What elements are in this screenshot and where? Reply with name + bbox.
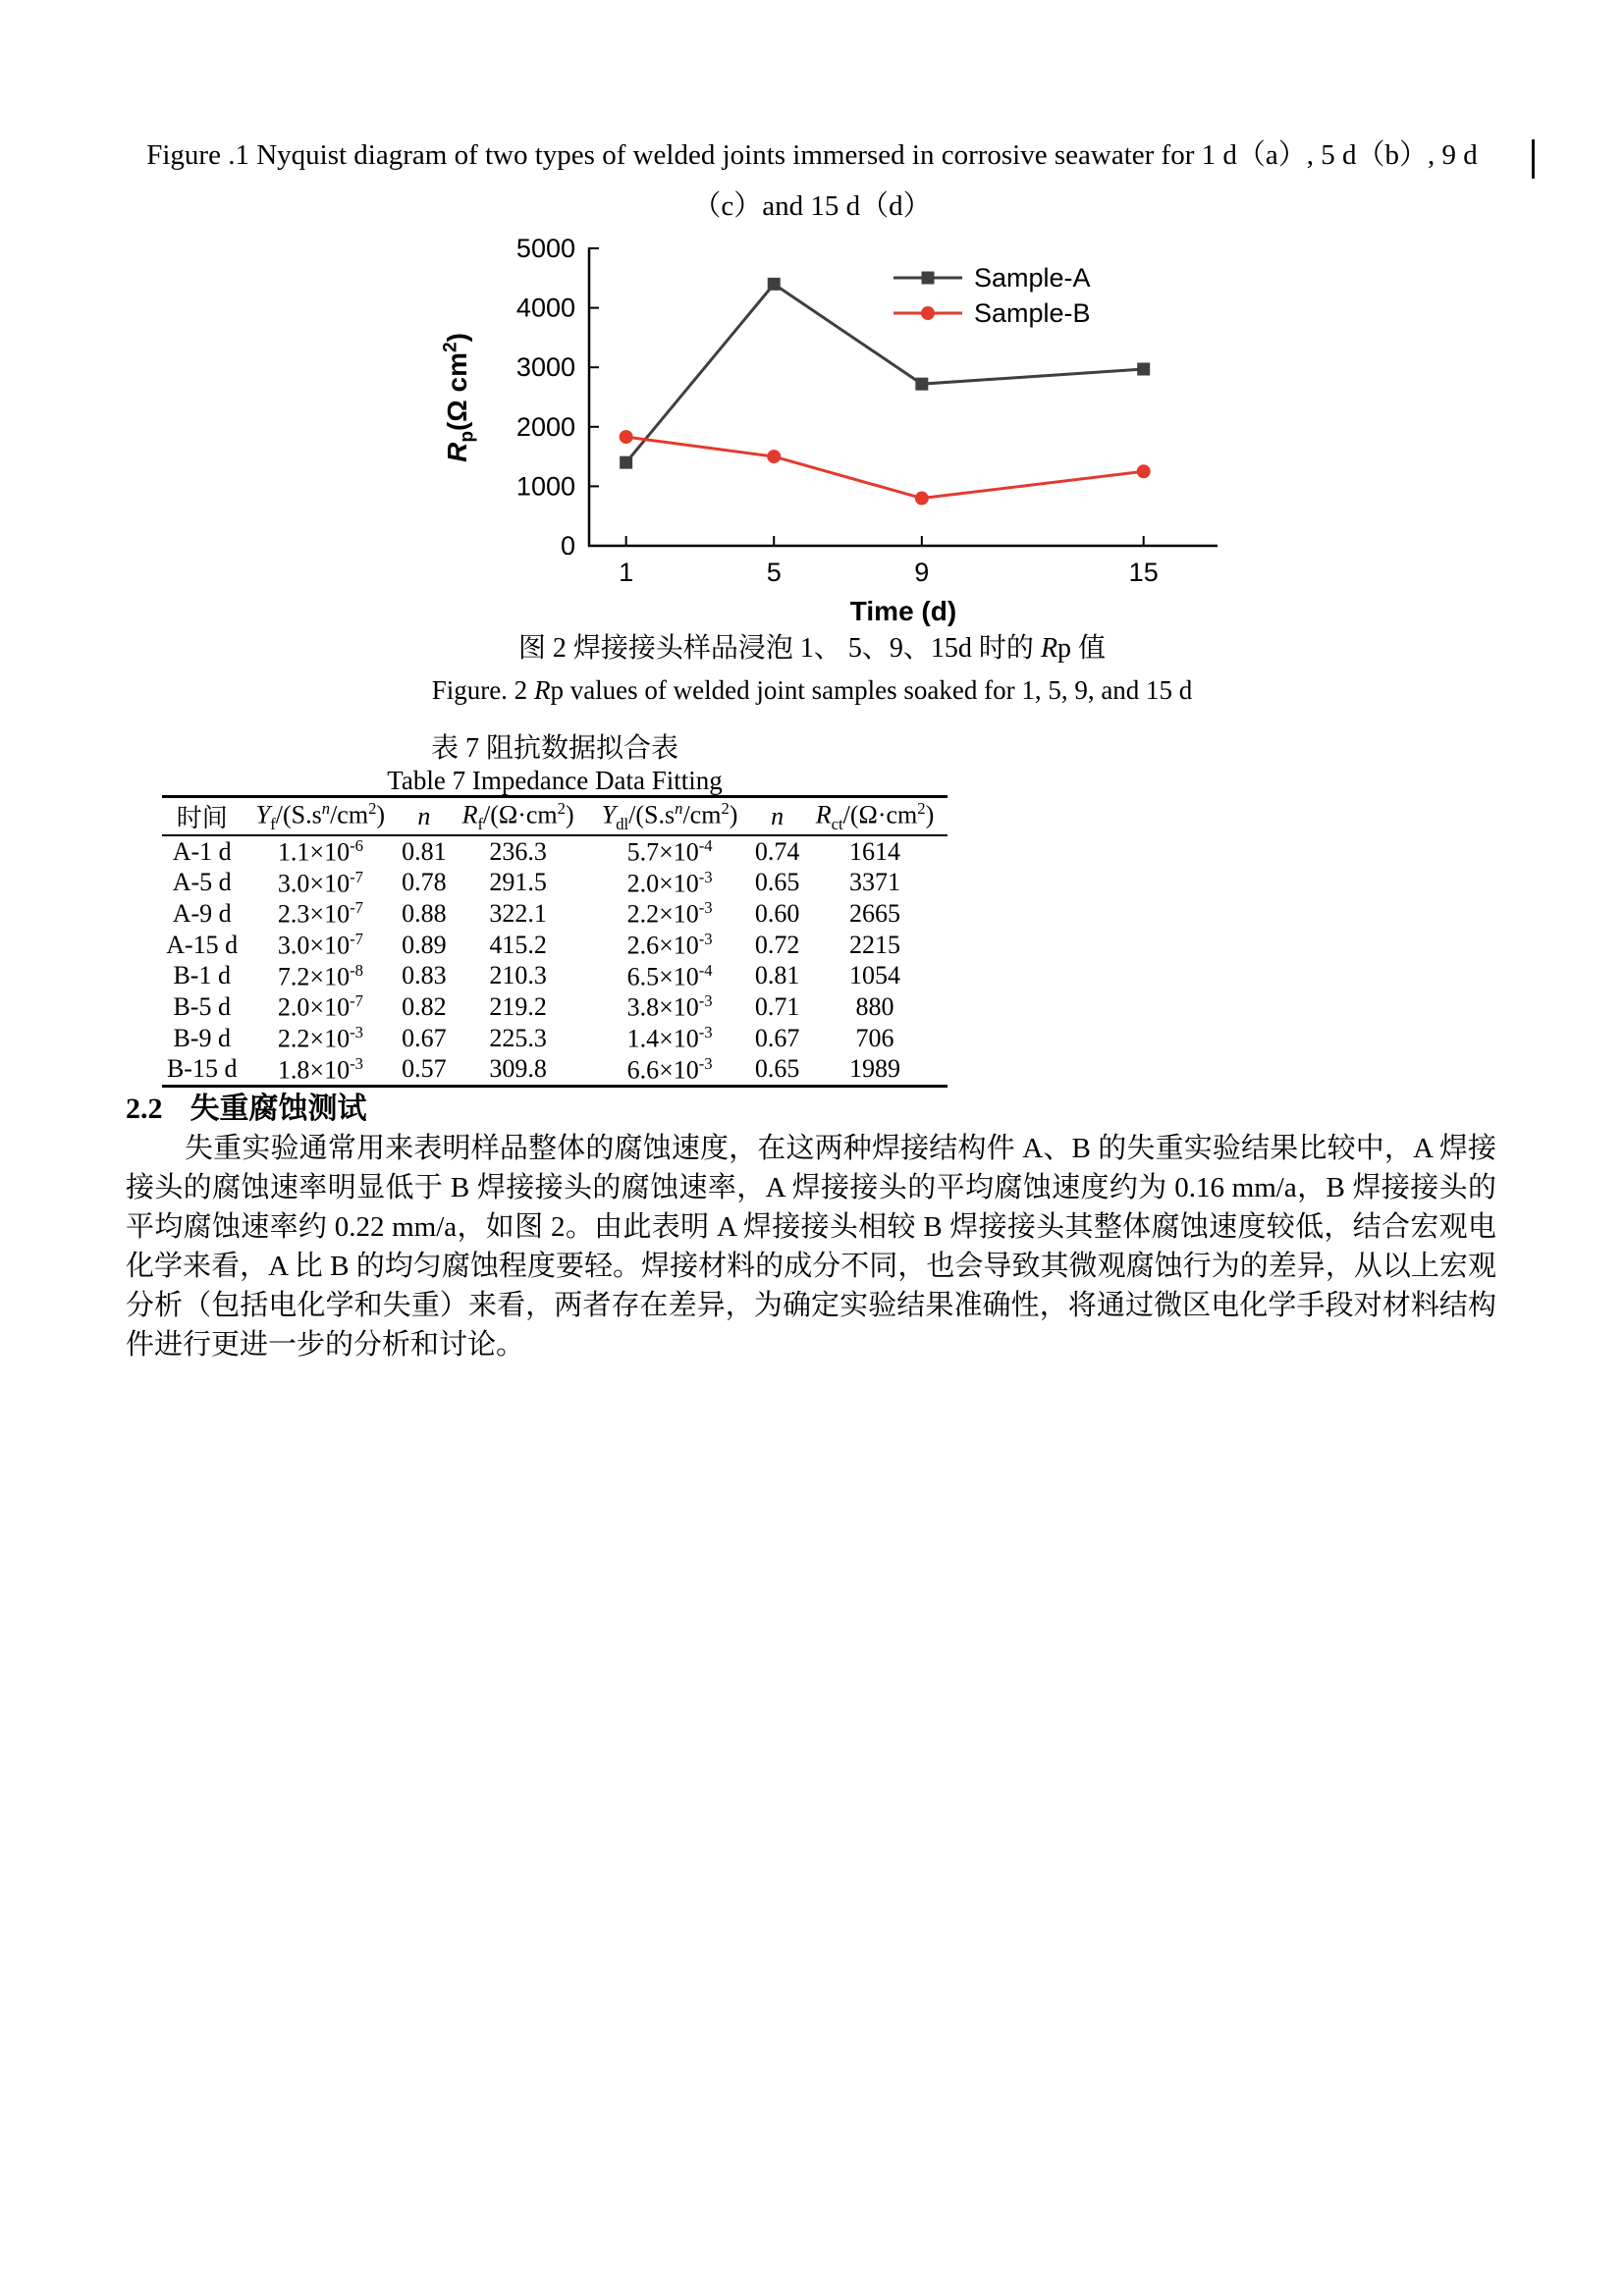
chart-y-axis-label: $R_p(\Omega$ $cm^2$) <box>440 332 478 462</box>
table-row <box>162 991 947 1023</box>
data-point <box>620 456 632 469</box>
table-cell: $3.8\times 10^{-3}$ <box>626 991 713 1022</box>
data-point <box>915 378 928 391</box>
table-cell: 0.67 <box>754 1023 800 1052</box>
table-cell: 0.71 <box>754 992 800 1022</box>
table-cell: 2215 <box>849 930 900 959</box>
legend-label: Sample-A <box>974 262 1091 293</box>
table-cell: B-1 d <box>173 961 231 990</box>
figure2-caption-en: Figure. 2 Rp values of welded joint samples soaked for 1, 5, 9, and 15 d <box>431 675 1193 705</box>
table-cell: $5.7\times 10^{-4}$ <box>626 836 713 867</box>
column-header: $Y_f/(S.s^n/cm^2)$ <box>242 797 399 836</box>
y-tick-label: 3000 <box>515 352 575 383</box>
table-cell: 225.3 <box>489 1023 547 1052</box>
table-cell: 291.5 <box>489 868 547 897</box>
table-row <box>162 898 947 930</box>
table-cell: 880 <box>855 992 894 1022</box>
table-cell: 0.67 <box>402 1023 447 1052</box>
table-cell: 0.89 <box>402 930 447 959</box>
table-cell: 0.72 <box>754 930 800 959</box>
table-cell: B-15 d <box>166 1054 238 1084</box>
y-tick-label: 1000 <box>515 471 575 502</box>
margin-change-bar <box>1532 139 1535 179</box>
table-cell: 309.8 <box>489 1054 547 1084</box>
data-point <box>1137 464 1151 478</box>
section-heading <box>126 1084 367 1127</box>
table-cell: B-9 d <box>173 1023 231 1052</box>
table-cell: $2.0\times 10^{-7}$ <box>277 991 363 1022</box>
table-row <box>162 1023 947 1054</box>
table-cell: 3371 <box>849 868 900 897</box>
table-cell: $1.4\times 10^{-3}$ <box>626 1022 713 1053</box>
impedance-table <box>162 795 947 1088</box>
table-cell: 0.65 <box>754 1054 800 1084</box>
data-point <box>1137 363 1150 376</box>
table-cell: $2.3\times 10^{-7}$ <box>277 898 363 929</box>
column-header: $R_{ct}/(\Omega\cdot cm^2)$ <box>802 797 947 836</box>
table-cell: 0.65 <box>754 868 800 897</box>
table-cell: $3.0\times 10^{-7}$ <box>277 867 363 898</box>
figure1-caption-line1: Figure .1 Nyquist diagram of two types of welded joints immersed in corrosive seawater for 1 d（a）, 5 d（b）, 9 d <box>146 139 1478 171</box>
table-row <box>162 961 947 992</box>
table-cell: 0.57 <box>402 1054 447 1084</box>
table-cell: 0.83 <box>402 961 447 990</box>
section-title: 失重腐蚀测试 <box>189 1093 367 1125</box>
legend-marker-circle-icon <box>893 302 962 324</box>
x-tick-label: 1 <box>619 558 634 587</box>
table-cell: $2.6\times 10^{-3}$ <box>626 929 713 960</box>
column-header: n <box>752 797 802 836</box>
section-paragraph: 失重实验通常用来表明样品整体的腐蚀速度，在这两种焊接结构件 A、B 的失重实验结果比较中，A 焊接接头的腐蚀速率明显低于 B 焊接接头的腐蚀速率，A 焊接接头的平均腐蚀速度约为 0.16 mm/a，B 焊接接头的平均腐蚀速率约 0.22 mm/a，如图 2。由此表明 A 焊接接头相较 B 焊接接头其整体腐蚀速度较低，结合宏观电化学来看，A 比 B 的均匀腐蚀程度要轻。焊接材料的成分不同，也会导致其微观腐蚀行为的差异，从以上宏观分析（包括电化学和失重）来看，两者存在差异，为确定实验结果准确性，将通过微区电化学手段对材料结构件进行更进一步的分析和讨论。 <box>126 1133 1496 1361</box>
data-point <box>768 278 781 291</box>
impedance-table-header-row <box>162 797 947 836</box>
column-header: n <box>399 797 449 836</box>
table-cell: B-5 d <box>173 992 231 1022</box>
figure1-caption <box>108 130 1516 232</box>
rp-chart <box>432 231 1237 663</box>
table-row <box>162 835 947 868</box>
chart-y-axis-label-box <box>438 248 481 546</box>
table-cell: 210.3 <box>489 961 547 990</box>
table-cell: 0.60 <box>754 899 800 929</box>
table-cell: 236.3 <box>489 836 547 866</box>
legend-marker-square-icon <box>893 267 962 289</box>
table-cell: 0.81 <box>402 836 447 866</box>
table-cell: $6.5\times 10^{-4}$ <box>626 960 713 991</box>
legend-item-sample-b <box>893 295 1091 331</box>
rp-chart-svg <box>432 231 1237 653</box>
data-point <box>620 430 633 444</box>
table-cell: 0.88 <box>402 899 447 929</box>
chart-legend <box>893 260 1091 331</box>
table-cell: $2.2\times 10^{-3}$ <box>277 1022 363 1053</box>
table-row <box>162 1054 947 1087</box>
table-cell: $7.2\times 10^{-8}$ <box>277 960 363 991</box>
table-cell: $3.0\times 10^{-7}$ <box>277 929 363 960</box>
x-tick-label: 15 <box>1128 558 1159 587</box>
x-tick-label: 9 <box>914 558 930 587</box>
figure1-caption-line2: （c）and 15 d（d） <box>692 190 932 222</box>
table-cell: 322.1 <box>489 899 547 929</box>
table-cell: $1.1\times 10^{-6}$ <box>277 836 363 867</box>
table-cell: 219.2 <box>489 992 547 1022</box>
table-cell: 0.78 <box>402 868 447 897</box>
chart-x-axis-label: Time (d) <box>849 596 957 626</box>
table-cell: $1.8\times 10^{-3}$ <box>277 1053 363 1085</box>
y-tick-label: 2000 <box>515 411 575 442</box>
table-cell: 0.82 <box>402 992 447 1022</box>
y-tick-label: 5000 <box>515 234 575 263</box>
table-cell: 1989 <box>849 1054 900 1084</box>
table-cell: 0.74 <box>754 836 800 866</box>
data-point <box>767 450 781 463</box>
legend-label: Sample-B <box>974 297 1091 328</box>
table-cell: A-9 d <box>172 899 232 929</box>
table-cell: A-1 d <box>172 836 232 866</box>
table-cell: 415.2 <box>489 930 547 959</box>
table-cell: 1614 <box>849 836 900 866</box>
column-header: $R_f/(\Omega\cdot cm^2)$ <box>449 797 587 836</box>
column-header: 时间 <box>162 797 242 836</box>
table-cell: 706 <box>855 1023 894 1052</box>
table-cell: 1054 <box>849 961 900 990</box>
table-cell: $2.0\times 10^{-3}$ <box>626 867 713 898</box>
table-cell: A-15 d <box>166 930 239 959</box>
table-cell: $2.2\times 10^{-3}$ <box>626 898 713 929</box>
x-tick-label: 5 <box>766 558 782 587</box>
section-number: 2.2 <box>126 1093 163 1125</box>
series-line-sample-b <box>626 437 1144 498</box>
impedance-table-body <box>162 835 947 1087</box>
table7-caption-en: Table 7 Impedance Data Fitting <box>387 766 723 795</box>
table7-caption-zh: 表 7 阻抗数据拟合表 <box>430 733 678 764</box>
column-header: $Y_{dl}/(S.s^n/cm^2)$ <box>587 797 752 836</box>
table-cell: 0.81 <box>754 961 800 990</box>
y-tick-label: 4000 <box>515 293 575 323</box>
table-row <box>162 930 947 961</box>
data-point <box>915 492 929 506</box>
table-row <box>162 868 947 899</box>
impedance-table-head <box>162 797 947 836</box>
legend-item-sample-a <box>893 260 1091 295</box>
table-cell: A-5 d <box>172 868 232 897</box>
table-cell: $6.6\times 10^{-3}$ <box>626 1053 713 1085</box>
table-cell: 2665 <box>849 899 900 929</box>
figure2-caption-zh: 图 2 焊接接头样品浸泡 1、 5、9、15d 时的 Rp 值 <box>517 633 1107 664</box>
y-tick-label: 0 <box>560 531 575 561</box>
